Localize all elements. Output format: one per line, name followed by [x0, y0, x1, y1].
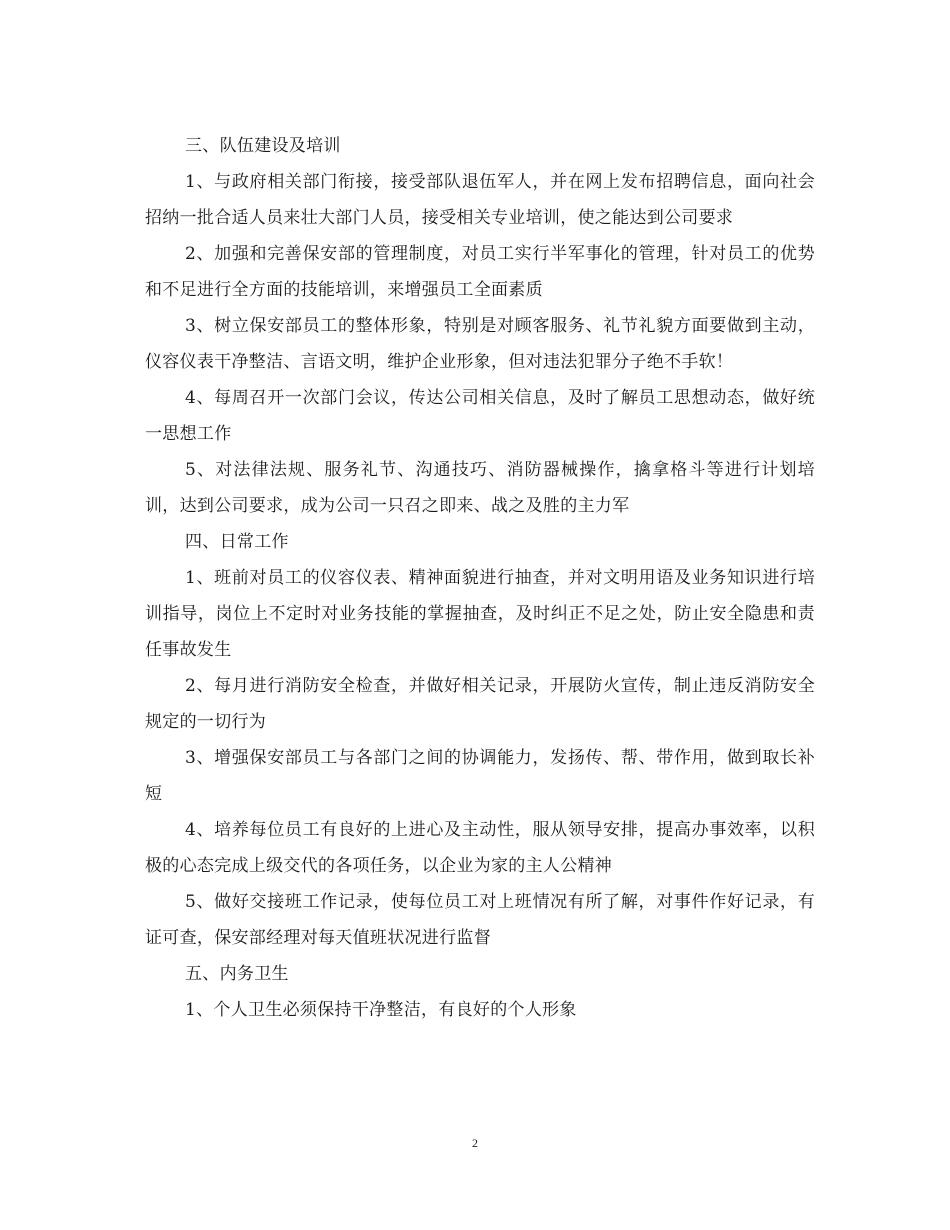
paragraph: 1、与政府相关部门衔接，接受部队退伍军人，并在网上发布招聘信息，面向社会招纳一批合适人员来壮大部门人员，接受相关专业培训，使之能达到公司要求 — [145, 172, 815, 228]
section-heading-daily-work: 四、日常工作 — [185, 532, 289, 552]
paragraph: 5、对法律法规、服务礼节、沟通技巧、消防器械操作，擒拿格斗等进行计划培训，达到公司要求，成为公司一只召之即来、战之及胜的主力军 — [145, 460, 815, 516]
paragraph: 1、班前对员工的仪容仪表、精神面貌进行抽查，并对文明用语及业务知识进行培训指导，岗位上不定时对业务技能的掌握抽查，及时纠正不足之处，防止安全隐患和责任事故发生 — [145, 568, 815, 660]
paragraph: 1、个人卫生必须保持干净整洁，有良好的个人形象 — [185, 1000, 577, 1020]
paragraph: 5、做好交接班工作记录，使每位员工对上班情况有所了解，对事件作好记录，有证可查，保安部经理对每天值班状况进行监督 — [145, 892, 815, 948]
section-heading-hygiene: 五、内务卫生 — [185, 964, 289, 984]
paragraph: 3、树立保安部员工的整体形象，特别是对顾客服务、礼节礼貌方面要做到主动，仪容仪表干净整洁、言语文明，维护企业形象，但对违法犯罪分子绝不手软！ — [145, 316, 815, 372]
paragraph: 4、培养每位员工有良好的上进心及主动性，服从领导安排，提高办事效率，以积极的心态完成上级交代的各项任务，以企业为家的主人公精神 — [145, 820, 815, 876]
paragraph: 2、每月进行消防安全检查，并做好相关记录，开展防火宣传，制止违反消防安全规定的一切行为 — [145, 676, 815, 732]
section-heading-team-building: 三、队伍建设及培训 — [185, 136, 341, 156]
page-number: 2 — [472, 1136, 478, 1150]
paragraph: 2、加强和完善保安部的管理制度，对员工实行半军事化的管理，针对员工的优势和不足进行全方面的技能培训，来增强员工全面素质 — [145, 244, 815, 300]
paragraph: 4、每周召开一次部门会议，传达公司相关信息，及时了解员工思想动态，做好统一思想工作 — [145, 388, 815, 444]
document-body — [145, 128, 815, 1028]
paragraph: 3、增强保安部员工与各部门之间的协调能力，发扬传、帮、带作用，做到取长补短 — [145, 748, 815, 804]
